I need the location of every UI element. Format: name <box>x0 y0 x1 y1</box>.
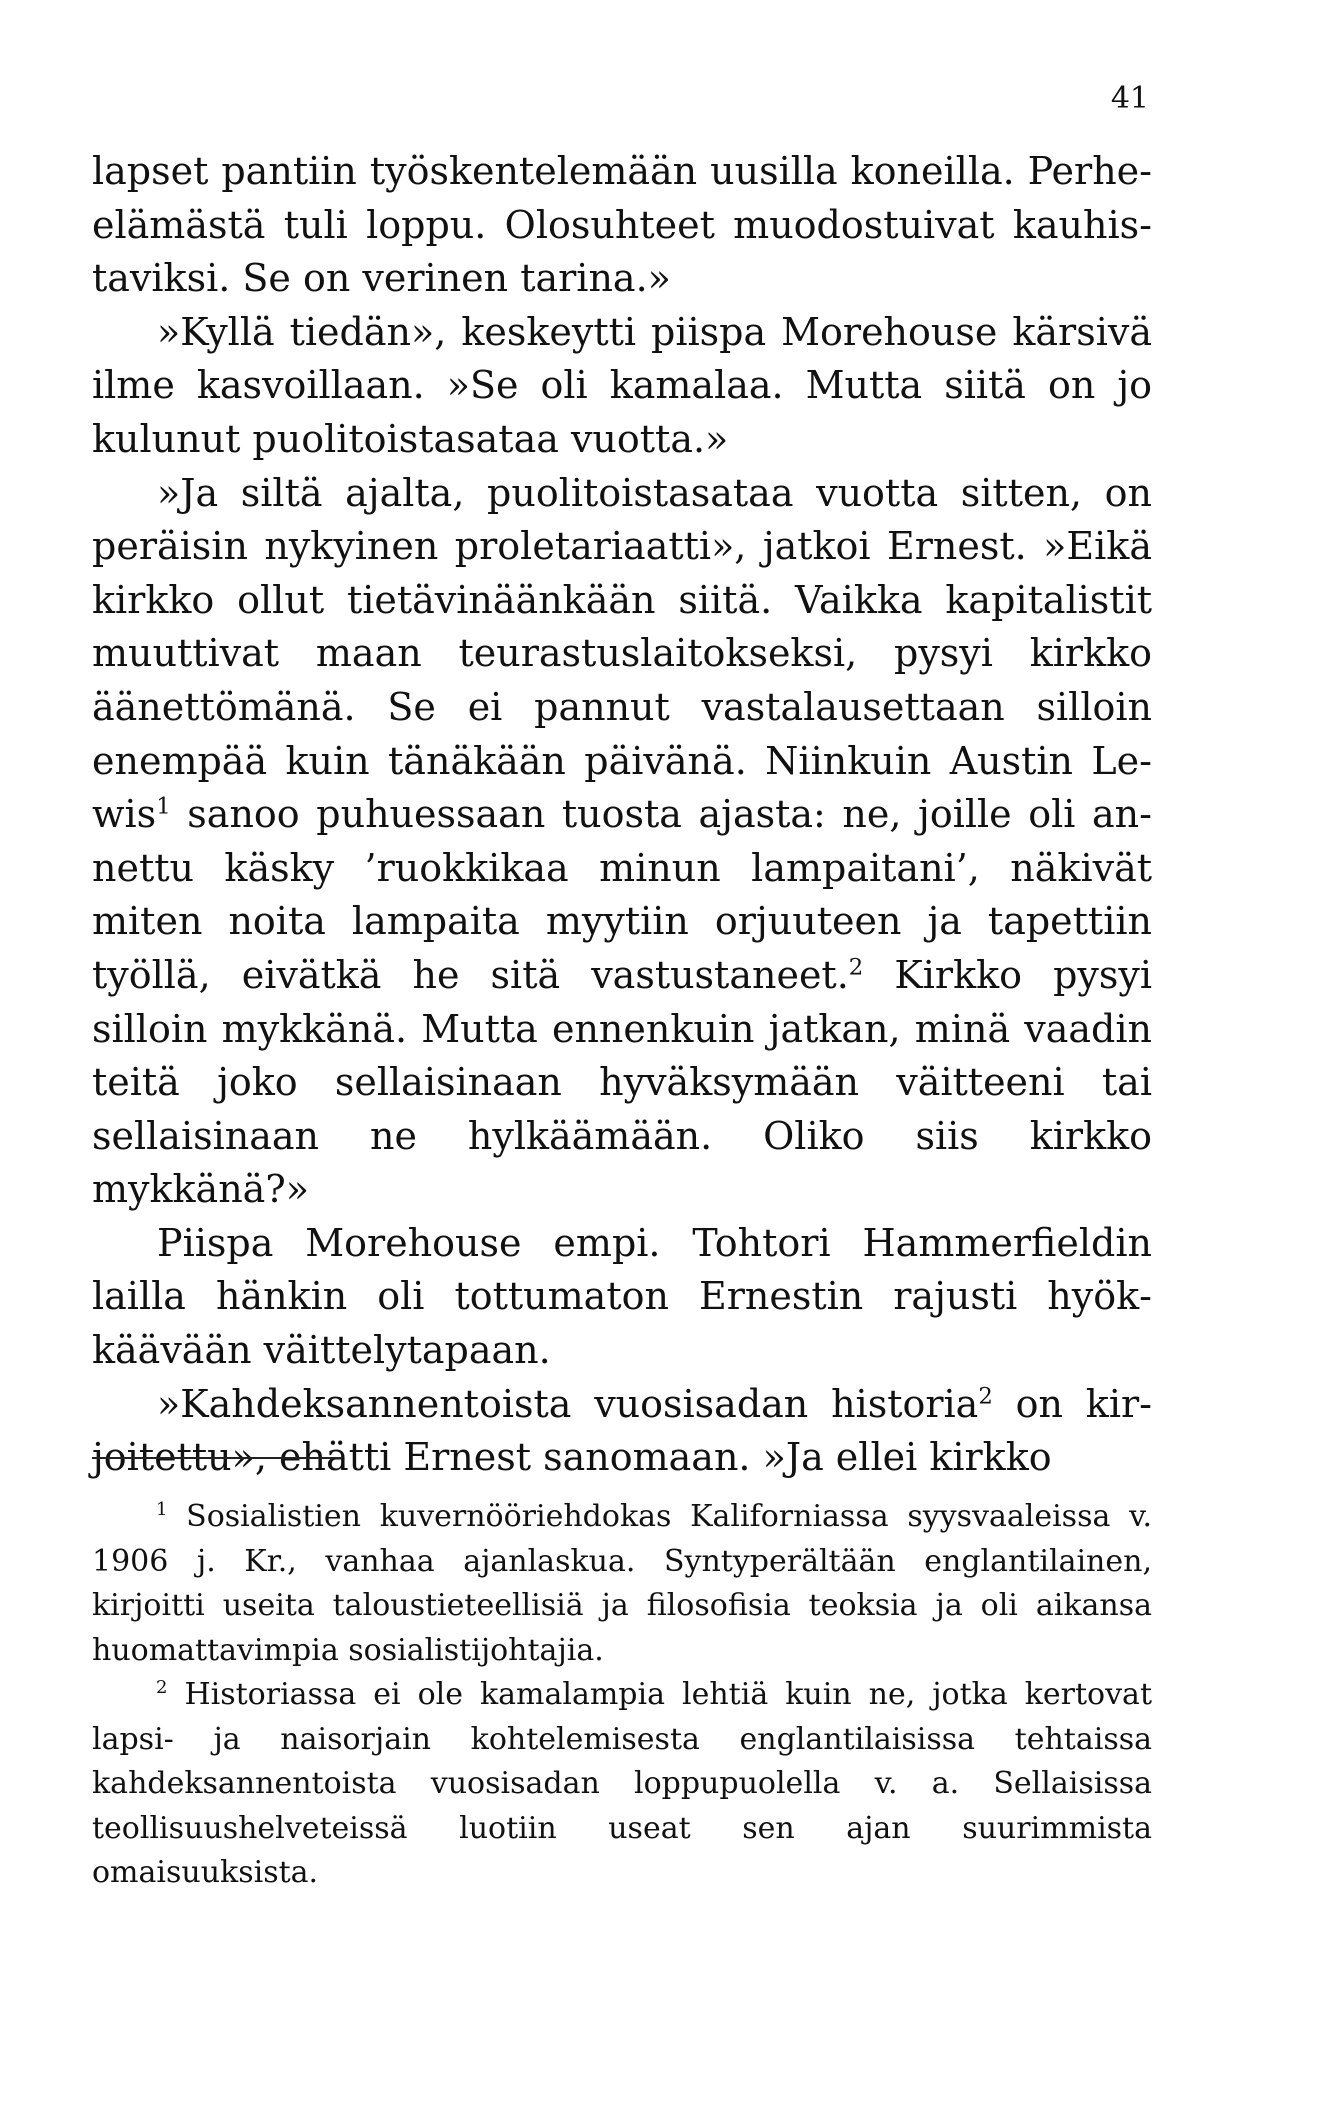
paragraph-text: »Ja siltä ajalta, puolitoistasataa vuotta sitten, on peräisin nykyinen proletariaatti», jatkoi Ernest. »Eikä kirkko ollut tietävinäänkään siitä. Vaikka kapitalistit muuttivat maan teurastuslaitokseksi, pysyi kirkko äänettömänä. Se ei pannut vastalausettaan silloin enempää kuin tänäkään päivänä. Niinkuin Austin Lewis <box>92 470 1152 837</box>
footnote-ref: 1 <box>156 793 171 820</box>
body-text <box>92 145 1152 1485</box>
paragraph-text: Piispa Morehouse empi. Tohtori Hammerfieldin lailla hänkin oli tottumaton Ernestin rajusti hyökkäävään väittelytapaan. <box>92 1220 1152 1373</box>
footnote-ref: 2 <box>848 954 864 981</box>
footnote-mark: 2 <box>156 1677 168 1698</box>
footnote <box>92 1673 1152 1896</box>
paragraph-text: »Kahdeksannentoista vuosisadan historia <box>157 1381 979 1426</box>
paragraph <box>92 1217 1152 1378</box>
paragraph <box>92 306 1152 467</box>
footnote-ref: 2 <box>978 1383 993 1409</box>
paragraph-text: sanoo puhuessaan tuosta ajasta: ne, joille oli annettu käsky ’ruokkikaa minun lampaitani’, näkivät miten noita lampaita myytiin orjuuteen ja tapettiin työllä, eivätkä he sitä vastustaneet. <box>92 792 1152 997</box>
footnote-divider <box>92 1457 342 1459</box>
footnote-text: Historiassa ei ole kamalampia lehtiä kuin ne, jotka kertovat lapsi- ja naisorjain kohtelemisesta englantilaisissa tehtaissa kahdeksannentoista vuosisadan loppupuolella v. a. Sellaisissa teollisuushelveteissä luotiin useat sen ajan suurimmista omaisuuksista. <box>92 1677 1152 1890</box>
footnote <box>92 1495 1152 1673</box>
paragraph-text: lapset pantiin työskentelemään uusilla koneilla. Perheelämästä tuli loppu. Olosuhteet muodostuivat kauhistaviksi. Se on verinen tarina.» <box>92 149 1152 301</box>
paragraph <box>92 145 1152 306</box>
footnotes <box>92 1495 1152 1896</box>
paragraph <box>92 1378 1152 1485</box>
paragraph-text: »Kyllä tiedän», keskeytti piispa Morehouse kärsivä ilme kasvoillaan. »Se oli kamalaa. Mutta siitä on jo kulunut puolitoistasataa vuotta.» <box>92 309 1152 461</box>
page-number: 41 <box>1110 81 1149 116</box>
footnote-mark: 1 <box>156 1499 168 1520</box>
paragraph-text: Kirkko pysyi silloin mykkänä. Mutta ennenkuin jatkan, minä vaadin teitä joko sellaisinaan hyväksymään väitteeni tai sellaisinaan ne hylkäämään. Oliko siis kirkko mykkänä?» <box>92 952 1153 1212</box>
paragraph <box>92 467 1152 1217</box>
footnote-text: Sosialistien kuvernööriehdokas Kaliforniassa syysvaaleissa v. 1906 j. Kr., vanhaa ajanlaskua. Syntyperältään englantilainen, kirjoitti useita taloustieteellisiä ja filosofisia teoksia ja oli aikansa huomattavimpia sosialistijohtajia. <box>92 1499 1152 1668</box>
paragraph-text: on kirjoitettu», ehätti Ernest sanomaan. »Ja ellei kirkko <box>92 1381 1152 1480</box>
